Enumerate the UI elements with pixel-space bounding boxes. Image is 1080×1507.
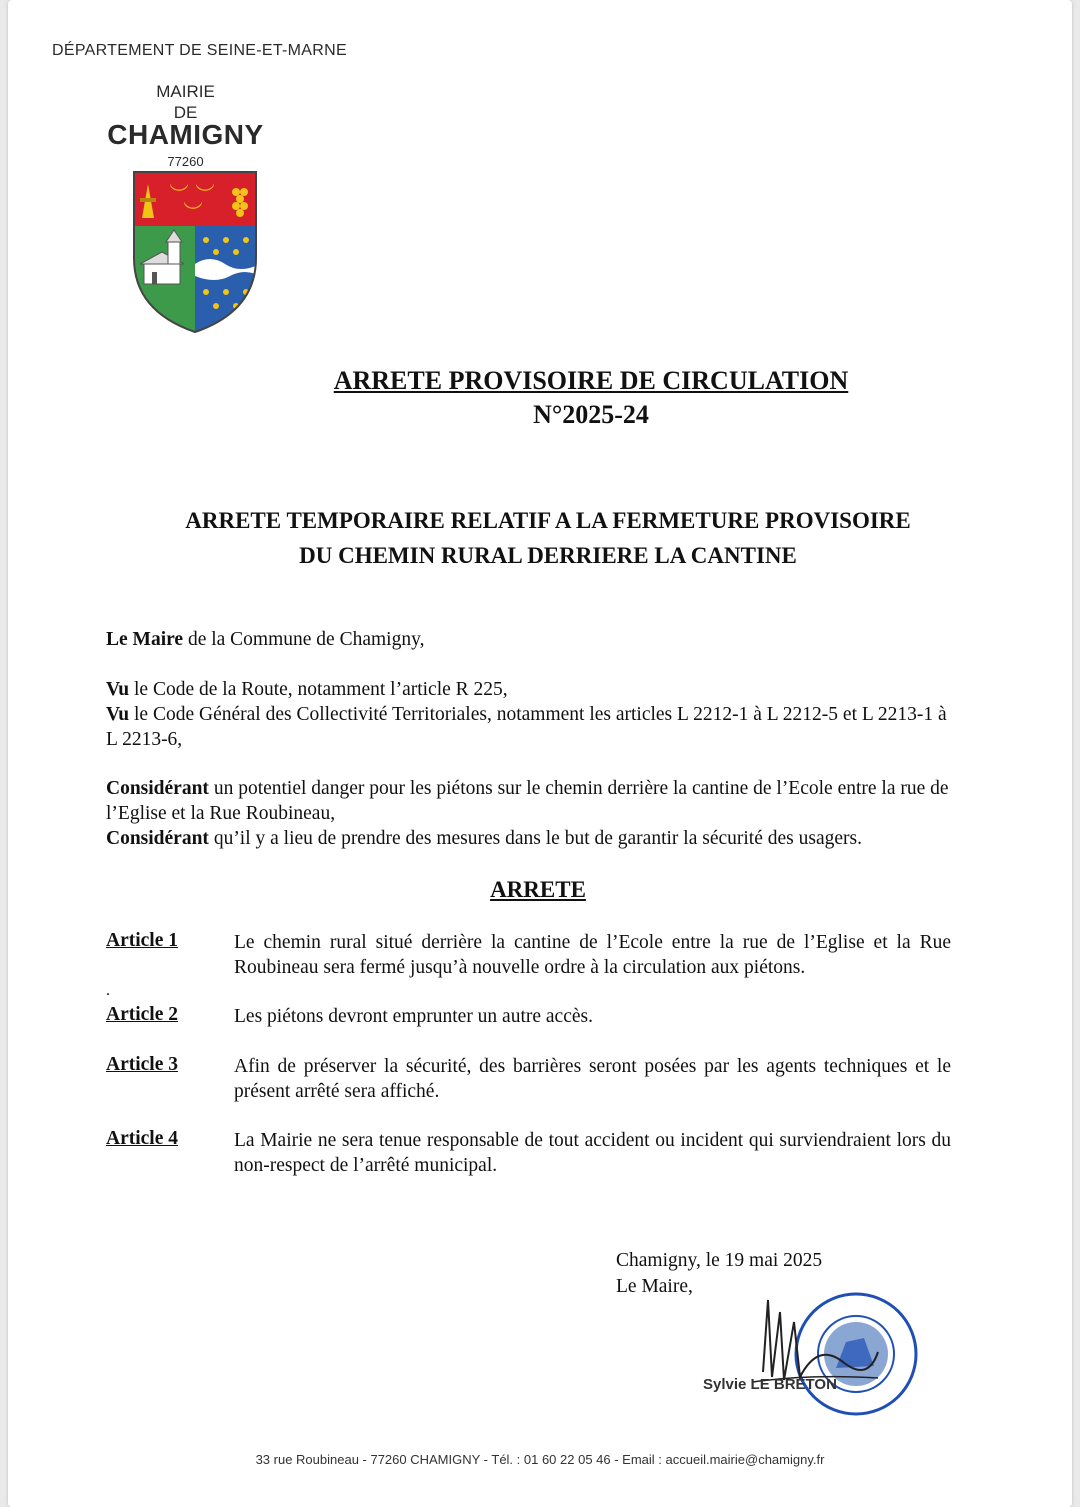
postcode: 77260 — [167, 154, 204, 169]
article-4-label: Article 4 — [106, 1128, 179, 1149]
subject-line-2: DU CHEMIN RURAL DERRIERE LA CANTINE — [299, 543, 797, 568]
footer-contact: 33 rue Roubineau - 77260 CHAMIGNY - Tél. : 01 60 22 05 46 - Email : accueil.mairie@chamigny.fr — [255, 1452, 825, 1467]
preamble-vu-1 — [106, 677, 951, 702]
article-1-label: Article 1 — [106, 930, 179, 951]
article-3-text: Afin de préserver la sécurité, des barrières seront posées par les agents techniques et le présent arrêté sera affiché. — [234, 1056, 951, 1102]
preamble-vu-2 — [106, 702, 951, 752]
mairie-label: MAIRIE — [156, 82, 215, 101]
article-2-label: Article 2 — [106, 1004, 179, 1025]
preamble-considerant-1 — [106, 776, 951, 826]
signatory-role: Le Maire, — [616, 1276, 693, 1297]
coat-of-arms-icon — [130, 168, 260, 336]
preamble-considerant-2 — [106, 826, 951, 851]
preamble-text: qu’il y a lieu de prendre des mesures dans le but de garantir la sécurité des usagers. — [208, 828, 862, 849]
preamble-text: le Code Général des Collectivité Territoriales, notamment les articles L 2212-1 à L 2212-5 et L 2213-1 à L 2213-6, — [106, 704, 947, 750]
svg-text:Sylvie LE BRETON: Sylvie LE BRETON — [703, 1376, 837, 1393]
preamble-text: le Code de la Route, notamment l’article R 225, — [129, 679, 508, 700]
preamble-text: un potentiel danger pour les piétons sur le chemin derrière la cantine de l’Ecole entre la rue de l’Eglise et la Rue Roubineau, — [106, 778, 949, 824]
document-title: ARRETE PROVISOIRE DE CIRCULATION — [333, 366, 849, 395]
department-header: DÉPARTEMENT DE SEINE-ET-MARNE — [52, 42, 347, 59]
bold-term: Le Maire — [106, 629, 184, 650]
bold-term: Vu — [106, 679, 130, 700]
bold-term: Considérant — [106, 778, 209, 799]
signature-stamp-icon — [668, 1282, 968, 1432]
document-number: N°2025-24 — [533, 400, 649, 429]
preamble-maire — [106, 627, 951, 652]
article-2-text: Les piétons devront emprunter un autre accès. — [234, 1006, 593, 1027]
place-and-date: Chamigny, le 19 mai 2025 — [616, 1250, 823, 1271]
arrete-heading: ARRETE — [490, 877, 586, 902]
mairie-de-label: DE — [173, 103, 198, 122]
document-page — [8, 0, 1072, 1507]
article-1-text: Le chemin rural situé derrière la cantine de l’Ecole entre la rue de l’Eglise et la Rue Roubineau sera fermé jusqu’à nouvelle ordre à la circulation aux piétons. — [234, 932, 951, 978]
article-4-text: La Mairie ne sera tenue responsable de tout accident ou incident qui surviendraient lors du non-respect de l’arrêté municipal. — [234, 1130, 951, 1176]
bold-term: Considérant — [106, 828, 209, 849]
stray-mark: . — [106, 982, 110, 999]
subject-line-1: ARRETE TEMPORAIRE RELATIF A LA FERMETURE PROVISOIRE — [185, 508, 911, 533]
preamble-text: de la Commune de Chamigny, — [183, 629, 425, 650]
bold-term: Vu — [106, 704, 130, 725]
article-3-label: Article 3 — [106, 1054, 179, 1075]
town-name: CHAMIGNY — [107, 119, 264, 150]
